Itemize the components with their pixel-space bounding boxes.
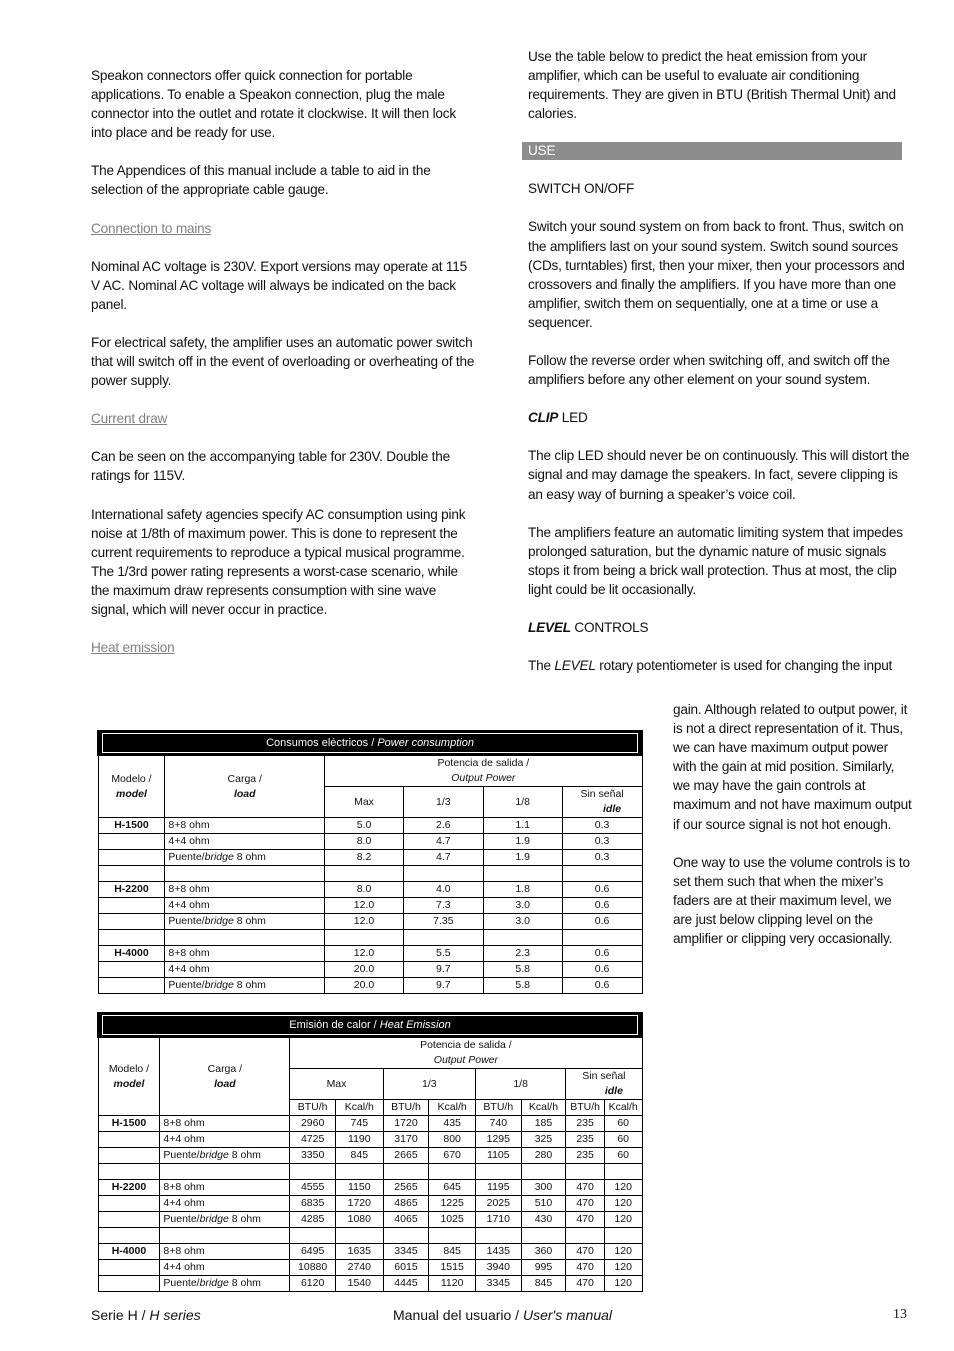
empty-cell bbox=[160, 1164, 290, 1180]
switch-on-paragraph: Switch your sound system on from back to front. Thus, switch on the amplifiers last on your sound system. Switch sound sources (CDs, turntables) first, then your mixer, then your processors and crossovers and finally the amplifiers. If you have more than one amplifier, switch them on sequentially, one at a time or use a sequencer. bbox=[528, 219, 905, 330]
value-cell: 0.6 bbox=[562, 978, 642, 994]
value-cell: 5.0 bbox=[325, 818, 404, 834]
value-cell: 60 bbox=[604, 1148, 642, 1164]
value-cell: 2565 bbox=[383, 1180, 429, 1196]
empty-cell bbox=[566, 1164, 605, 1180]
value-cell: 7.35 bbox=[403, 914, 483, 930]
value-cell: 5.5 bbox=[403, 946, 483, 962]
power-col-eighth: 1/8 bbox=[483, 787, 562, 818]
value-cell: 470 bbox=[566, 1180, 605, 1196]
left-column bbox=[91, 66, 476, 676]
value-cell: 7.3 bbox=[403, 898, 483, 914]
value-cell: 0.3 bbox=[562, 834, 642, 850]
empty-cell bbox=[604, 1228, 642, 1244]
load-cell: Puente/bridge 8 ohm bbox=[165, 978, 325, 994]
value-cell: 235 bbox=[566, 1148, 605, 1164]
load-cell: 4+4 ohm bbox=[160, 1132, 290, 1148]
value-cell: 1080 bbox=[335, 1212, 383, 1228]
level-controls-heading bbox=[528, 618, 913, 637]
model-cell: H-4000 bbox=[98, 946, 165, 962]
model-cell: H-1500 bbox=[98, 1116, 160, 1132]
value-cell: 845 bbox=[521, 1276, 566, 1292]
load-cell: 8+8 ohm bbox=[160, 1180, 290, 1196]
table-row bbox=[98, 946, 642, 962]
model-cell: H-4000 bbox=[98, 1244, 160, 1260]
unit-btu: BTU/h bbox=[383, 1100, 429, 1116]
value-cell: 1710 bbox=[475, 1212, 521, 1228]
value-cell: 2665 bbox=[383, 1148, 429, 1164]
empty-cell bbox=[290, 1228, 336, 1244]
switch-on-off-heading: SWITCH ON/OFF bbox=[528, 181, 635, 197]
load-cell: 8+8 ohm bbox=[165, 946, 325, 962]
value-cell: 1435 bbox=[475, 1244, 521, 1260]
cable-gauge-paragraph: The Appendices of this manual include a table to aid in the selection of the appropriate cable gauge. bbox=[91, 163, 431, 198]
clip-led-paragraph: The clip LED should never be on continuously. This will distort the signal and may damage the speakers. In fact, severe clipping is an easy way of burning a speaker’s voice coil. bbox=[528, 448, 910, 502]
table-row bbox=[98, 850, 642, 866]
value-cell: 2.6 bbox=[403, 818, 483, 834]
power-model-header: Modelo / model bbox=[98, 755, 165, 818]
table-row bbox=[98, 1132, 642, 1148]
load-cell: Puente/bridge 8 ohm bbox=[160, 1276, 290, 1292]
table-row bbox=[98, 834, 642, 850]
value-cell: 6495 bbox=[290, 1244, 336, 1260]
clip-italic: CLIP bbox=[528, 410, 559, 426]
value-cell: 120 bbox=[604, 1244, 642, 1260]
volume-controls-paragraph: One way to use the volume controls is to set them such that when the mixer’s faders are at their maximum level, we are just below clipping level on the amplifier or clipping very occasionally. bbox=[673, 854, 910, 947]
empty-cell bbox=[335, 1228, 383, 1244]
value-cell: 60 bbox=[604, 1132, 642, 1148]
empty-cell bbox=[475, 1228, 521, 1244]
empty-cell bbox=[403, 930, 483, 946]
value-cell: 5.8 bbox=[483, 962, 562, 978]
value-cell: 325 bbox=[521, 1132, 566, 1148]
table-row bbox=[98, 1260, 642, 1276]
value-cell: 470 bbox=[566, 1276, 605, 1292]
value-cell: 1540 bbox=[335, 1276, 383, 1292]
value-cell: 0.3 bbox=[562, 818, 642, 834]
electrical-safety-paragraph: For electrical safety, the amplifier uses an automatic power switch that will switch off in the event of overloading or overheating of the power supply. bbox=[91, 334, 475, 389]
value-cell: 8.2 bbox=[325, 850, 404, 866]
value-cell: 10880 bbox=[290, 1260, 336, 1276]
table-row bbox=[98, 1116, 642, 1132]
value-cell: 1295 bbox=[475, 1132, 521, 1148]
value-cell: 0.6 bbox=[562, 898, 642, 914]
value-cell: 740 bbox=[475, 1116, 521, 1132]
value-cell: 280 bbox=[521, 1148, 566, 1164]
empty-cell bbox=[98, 1164, 160, 1180]
value-cell: 120 bbox=[604, 1212, 642, 1228]
heat-emission-heading: Heat emission bbox=[91, 640, 175, 656]
value-cell: 1.8 bbox=[483, 882, 562, 898]
value-cell: 1195 bbox=[475, 1180, 521, 1196]
value-cell: 1.9 bbox=[483, 850, 562, 866]
model-cell bbox=[98, 914, 165, 930]
empty-cell bbox=[483, 930, 562, 946]
value-cell: 670 bbox=[429, 1148, 476, 1164]
value-cell: 300 bbox=[521, 1180, 566, 1196]
value-cell: 4.0 bbox=[403, 882, 483, 898]
value-cell: 6120 bbox=[290, 1276, 336, 1292]
empty-cell bbox=[521, 1164, 566, 1180]
table-row bbox=[98, 1244, 642, 1260]
model-cell bbox=[98, 898, 165, 914]
model-cell bbox=[98, 1148, 160, 1164]
value-cell: 120 bbox=[604, 1276, 642, 1292]
heat-load-header: Carga / load bbox=[160, 1037, 290, 1116]
model-cell bbox=[98, 978, 165, 994]
value-cell: 430 bbox=[521, 1212, 566, 1228]
empty-cell bbox=[98, 1228, 160, 1244]
value-cell: 645 bbox=[429, 1180, 476, 1196]
load-cell: Puente/bridge 8 ohm bbox=[165, 850, 325, 866]
value-cell: 2025 bbox=[475, 1196, 521, 1212]
current-draw-paragraph: Can be seen on the accompanying table for 230V. Double the ratings for 115V. bbox=[91, 449, 450, 484]
power-col-third: 1/3 bbox=[403, 787, 483, 818]
switch-off-paragraph: Follow the reverse order when switching off, and switch off the amplifiers before any other element on your sound system. bbox=[528, 353, 890, 388]
value-cell: 235 bbox=[566, 1132, 605, 1148]
level-paragraph-first-line: The LEVEL rotary potentiometer is used for changing the input bbox=[528, 658, 893, 674]
spacer-row bbox=[98, 930, 642, 946]
model-cell bbox=[98, 1196, 160, 1212]
value-cell: 12.0 bbox=[325, 898, 404, 914]
value-cell: 845 bbox=[429, 1244, 476, 1260]
use-section-bar: USE bbox=[522, 142, 902, 160]
value-cell: 4.7 bbox=[403, 834, 483, 850]
value-cell: 3.0 bbox=[483, 914, 562, 930]
right-column bbox=[528, 47, 913, 675]
empty-cell bbox=[604, 1164, 642, 1180]
load-cell: 8+8 ohm bbox=[160, 1116, 290, 1132]
value-cell: 8.0 bbox=[325, 834, 404, 850]
table-row bbox=[98, 978, 642, 994]
empty-cell bbox=[562, 866, 642, 882]
level-controls-rest: CONTROLS bbox=[570, 619, 649, 635]
load-cell: 4+4 ohm bbox=[160, 1196, 290, 1212]
power-col-max: Max bbox=[325, 787, 404, 818]
unit-kcal: Kcal/h bbox=[521, 1100, 566, 1116]
model-cell bbox=[98, 850, 165, 866]
clip-led-heading bbox=[528, 408, 913, 427]
safety-agencies-paragraph: International safety agencies specify AC consumption using pink noise at 1/8th of maximum power. This is done to represent the current requirements to reproduce a typical musical programme. The 1/3rd power rating represents a worst-case scenario, while the maximum draw represents consumption with sine wave signal, which will never occur in practice. bbox=[91, 506, 466, 617]
table-row bbox=[98, 1212, 642, 1228]
value-cell: 3345 bbox=[475, 1276, 521, 1292]
empty-cell bbox=[383, 1228, 429, 1244]
model-cell: H-1500 bbox=[98, 818, 165, 834]
value-cell: 120 bbox=[604, 1180, 642, 1196]
footer-center: Manual del usuario / User's manual bbox=[393, 1307, 613, 1323]
value-cell: 800 bbox=[429, 1132, 476, 1148]
table-row bbox=[98, 1196, 642, 1212]
value-cell: 360 bbox=[521, 1244, 566, 1260]
model-cell bbox=[98, 1132, 160, 1148]
empty-cell bbox=[325, 930, 404, 946]
heat-model-header: Modelo / model bbox=[98, 1037, 160, 1116]
value-cell: 3350 bbox=[290, 1148, 336, 1164]
unit-kcal: Kcal/h bbox=[604, 1100, 642, 1116]
level-italic: LEVEL bbox=[528, 619, 571, 635]
model-cell bbox=[98, 834, 165, 850]
table-row bbox=[98, 882, 642, 898]
table-row bbox=[98, 962, 642, 978]
load-cell: 4+4 ohm bbox=[165, 962, 325, 978]
value-cell: 4.7 bbox=[403, 850, 483, 866]
empty-cell bbox=[165, 930, 325, 946]
value-cell: 1720 bbox=[383, 1116, 429, 1132]
model-cell bbox=[98, 1276, 160, 1292]
table-row bbox=[98, 818, 642, 834]
value-cell: 6835 bbox=[290, 1196, 336, 1212]
value-cell: 4725 bbox=[290, 1132, 336, 1148]
heat-emission-table bbox=[97, 1012, 643, 1292]
unit-kcal: Kcal/h bbox=[335, 1100, 383, 1116]
power-consumption-table bbox=[97, 730, 643, 994]
limiting-system-paragraph: The amplifiers feature an automatic limiting system that impedes prolonged saturation, but the dynamic nature of music signals stops it from being a brick wall protection. Thus at most, the clip light could be lit occasionally. bbox=[528, 524, 903, 597]
heat-col-eighth: 1/8 bbox=[475, 1069, 565, 1100]
value-cell: 1225 bbox=[429, 1196, 476, 1212]
empty-cell bbox=[383, 1164, 429, 1180]
footer-left: Serie H / H series bbox=[91, 1307, 201, 1323]
value-cell: 20.0 bbox=[325, 962, 404, 978]
unit-btu: BTU/h bbox=[290, 1100, 336, 1116]
table-row bbox=[98, 1148, 642, 1164]
value-cell: 470 bbox=[566, 1212, 605, 1228]
heat-output-header: Potencia de salida / Output Power bbox=[290, 1037, 642, 1069]
value-cell: 1.1 bbox=[483, 818, 562, 834]
power-col-idle: Sin señal idle bbox=[562, 787, 642, 818]
value-cell: 1515 bbox=[429, 1260, 476, 1276]
model-cell bbox=[98, 1260, 160, 1276]
empty-cell bbox=[429, 1164, 476, 1180]
table-row bbox=[98, 1276, 642, 1292]
empty-cell bbox=[98, 930, 165, 946]
value-cell: 185 bbox=[521, 1116, 566, 1132]
table-row bbox=[98, 914, 642, 930]
current-draw-heading: Current draw bbox=[91, 411, 168, 427]
spacer-row bbox=[98, 866, 642, 882]
heat-table-title: Emisión de calor / Heat Emission bbox=[98, 1013, 642, 1037]
empty-cell bbox=[566, 1228, 605, 1244]
empty-cell bbox=[325, 866, 404, 882]
empty-cell bbox=[290, 1164, 336, 1180]
value-cell: 6015 bbox=[383, 1260, 429, 1276]
value-cell: 9.7 bbox=[403, 962, 483, 978]
value-cell: 0.6 bbox=[562, 946, 642, 962]
value-cell: 845 bbox=[335, 1148, 383, 1164]
value-cell: 8.0 bbox=[325, 882, 404, 898]
value-cell: 4445 bbox=[383, 1276, 429, 1292]
value-cell: 0.3 bbox=[562, 850, 642, 866]
value-cell: 2740 bbox=[335, 1260, 383, 1276]
value-cell: 435 bbox=[429, 1116, 476, 1132]
value-cell: 120 bbox=[604, 1196, 642, 1212]
empty-cell bbox=[483, 866, 562, 882]
value-cell: 1025 bbox=[429, 1212, 476, 1228]
empty-cell bbox=[562, 930, 642, 946]
value-cell: 235 bbox=[566, 1116, 605, 1132]
load-cell: Puente/bridge 8 ohm bbox=[165, 914, 325, 930]
value-cell: 9.7 bbox=[403, 978, 483, 994]
value-cell: 4285 bbox=[290, 1212, 336, 1228]
load-cell: Puente/bridge 8 ohm bbox=[160, 1148, 290, 1164]
value-cell: 1105 bbox=[475, 1148, 521, 1164]
empty-cell bbox=[521, 1228, 566, 1244]
heat-col-idle: Sin señal idle bbox=[566, 1069, 642, 1100]
value-cell: 2960 bbox=[290, 1116, 336, 1132]
value-cell: 470 bbox=[566, 1196, 605, 1212]
model-cell: H-2200 bbox=[98, 1180, 160, 1196]
value-cell: 470 bbox=[566, 1260, 605, 1276]
value-cell: 3.0 bbox=[483, 898, 562, 914]
page-number: 13 bbox=[893, 1307, 907, 1322]
spacer-row bbox=[98, 1228, 642, 1244]
value-cell: 120 bbox=[604, 1260, 642, 1276]
nominal-voltage-paragraph: Nominal AC voltage is 230V. Export versions may operate at 115 V AC. Nominal AC voltage will always be indicated on the back panel. bbox=[91, 258, 467, 312]
value-cell: 0.6 bbox=[562, 914, 642, 930]
power-load-header: Carga / load bbox=[165, 755, 325, 818]
value-cell: 60 bbox=[604, 1116, 642, 1132]
value-cell: 470 bbox=[566, 1244, 605, 1260]
spacer-row bbox=[98, 1164, 642, 1180]
value-cell: 1120 bbox=[429, 1276, 476, 1292]
power-output-header: Potencia de salida / Output Power bbox=[325, 755, 642, 787]
value-cell: 4865 bbox=[383, 1196, 429, 1212]
empty-cell bbox=[429, 1228, 476, 1244]
value-cell: 745 bbox=[335, 1116, 383, 1132]
model-cell bbox=[98, 1212, 160, 1228]
value-cell: 0.6 bbox=[562, 882, 642, 898]
value-cell: 3345 bbox=[383, 1244, 429, 1260]
value-cell: 12.0 bbox=[325, 914, 404, 930]
connection-to-mains-heading: Connection to mains bbox=[91, 220, 212, 236]
load-cell: Puente/bridge 8 ohm bbox=[160, 1212, 290, 1228]
heat-table-intro-paragraph: Use the table below to predict the heat emission from your amplifier, which can be useful to evaluate air conditioning requirements. They are given in BTU (British Thermal Unit) and calories. bbox=[528, 49, 896, 122]
load-cell: 8+8 ohm bbox=[165, 882, 325, 898]
value-cell: 1150 bbox=[335, 1180, 383, 1196]
speakon-paragraph: Speakon connectors offer quick connection for portable applications. To enable a Speakon connection, plug the male connector into the outlet and rotate it clockwise. It will then lock into place and be ready for use. bbox=[91, 68, 456, 141]
empty-cell bbox=[160, 1228, 290, 1244]
unit-btu: BTU/h bbox=[475, 1100, 521, 1116]
table-row bbox=[98, 1180, 642, 1196]
level-paragraph-continued: gain. Although related to output power, it is not a direct representation of it. Thus, we can have maximum output power with the gain at mid position. Similarly, we may have the gain controls at maximum and not have maximum output if our source signal is not hot enough. bbox=[673, 702, 912, 832]
value-cell: 12.0 bbox=[325, 946, 404, 962]
value-cell: 1720 bbox=[335, 1196, 383, 1212]
value-cell: 3940 bbox=[475, 1260, 521, 1276]
model-cell: H-2200 bbox=[98, 882, 165, 898]
value-cell: 5.8 bbox=[483, 978, 562, 994]
value-cell: 4065 bbox=[383, 1212, 429, 1228]
empty-cell bbox=[475, 1164, 521, 1180]
unit-btu: BTU/h bbox=[566, 1100, 605, 1116]
value-cell: 1635 bbox=[335, 1244, 383, 1260]
heat-col-max: Max bbox=[290, 1069, 383, 1100]
value-cell: 3170 bbox=[383, 1132, 429, 1148]
load-cell: 4+4 ohm bbox=[160, 1260, 290, 1276]
value-cell: 20.0 bbox=[325, 978, 404, 994]
load-cell: 4+4 ohm bbox=[165, 834, 325, 850]
empty-cell bbox=[335, 1164, 383, 1180]
value-cell: 2.3 bbox=[483, 946, 562, 962]
load-cell: 8+8 ohm bbox=[165, 818, 325, 834]
value-cell: 1.9 bbox=[483, 834, 562, 850]
value-cell: 1190 bbox=[335, 1132, 383, 1148]
table-row bbox=[98, 898, 642, 914]
empty-cell bbox=[165, 866, 325, 882]
load-cell: 8+8 ohm bbox=[160, 1244, 290, 1260]
value-cell: 995 bbox=[521, 1260, 566, 1276]
clip-led-rest: LED bbox=[558, 410, 588, 426]
unit-kcal: Kcal/h bbox=[429, 1100, 476, 1116]
empty-cell bbox=[403, 866, 483, 882]
empty-cell bbox=[98, 866, 165, 882]
value-cell: 510 bbox=[521, 1196, 566, 1212]
model-cell bbox=[98, 962, 165, 978]
power-table-title: Consumos eléctricos / Power consumption bbox=[98, 731, 642, 755]
value-cell: 0.6 bbox=[562, 962, 642, 978]
value-cell: 4555 bbox=[290, 1180, 336, 1196]
heat-col-third: 1/3 bbox=[383, 1069, 475, 1100]
level-wrap-text bbox=[673, 700, 913, 967]
load-cell: 4+4 ohm bbox=[165, 898, 325, 914]
